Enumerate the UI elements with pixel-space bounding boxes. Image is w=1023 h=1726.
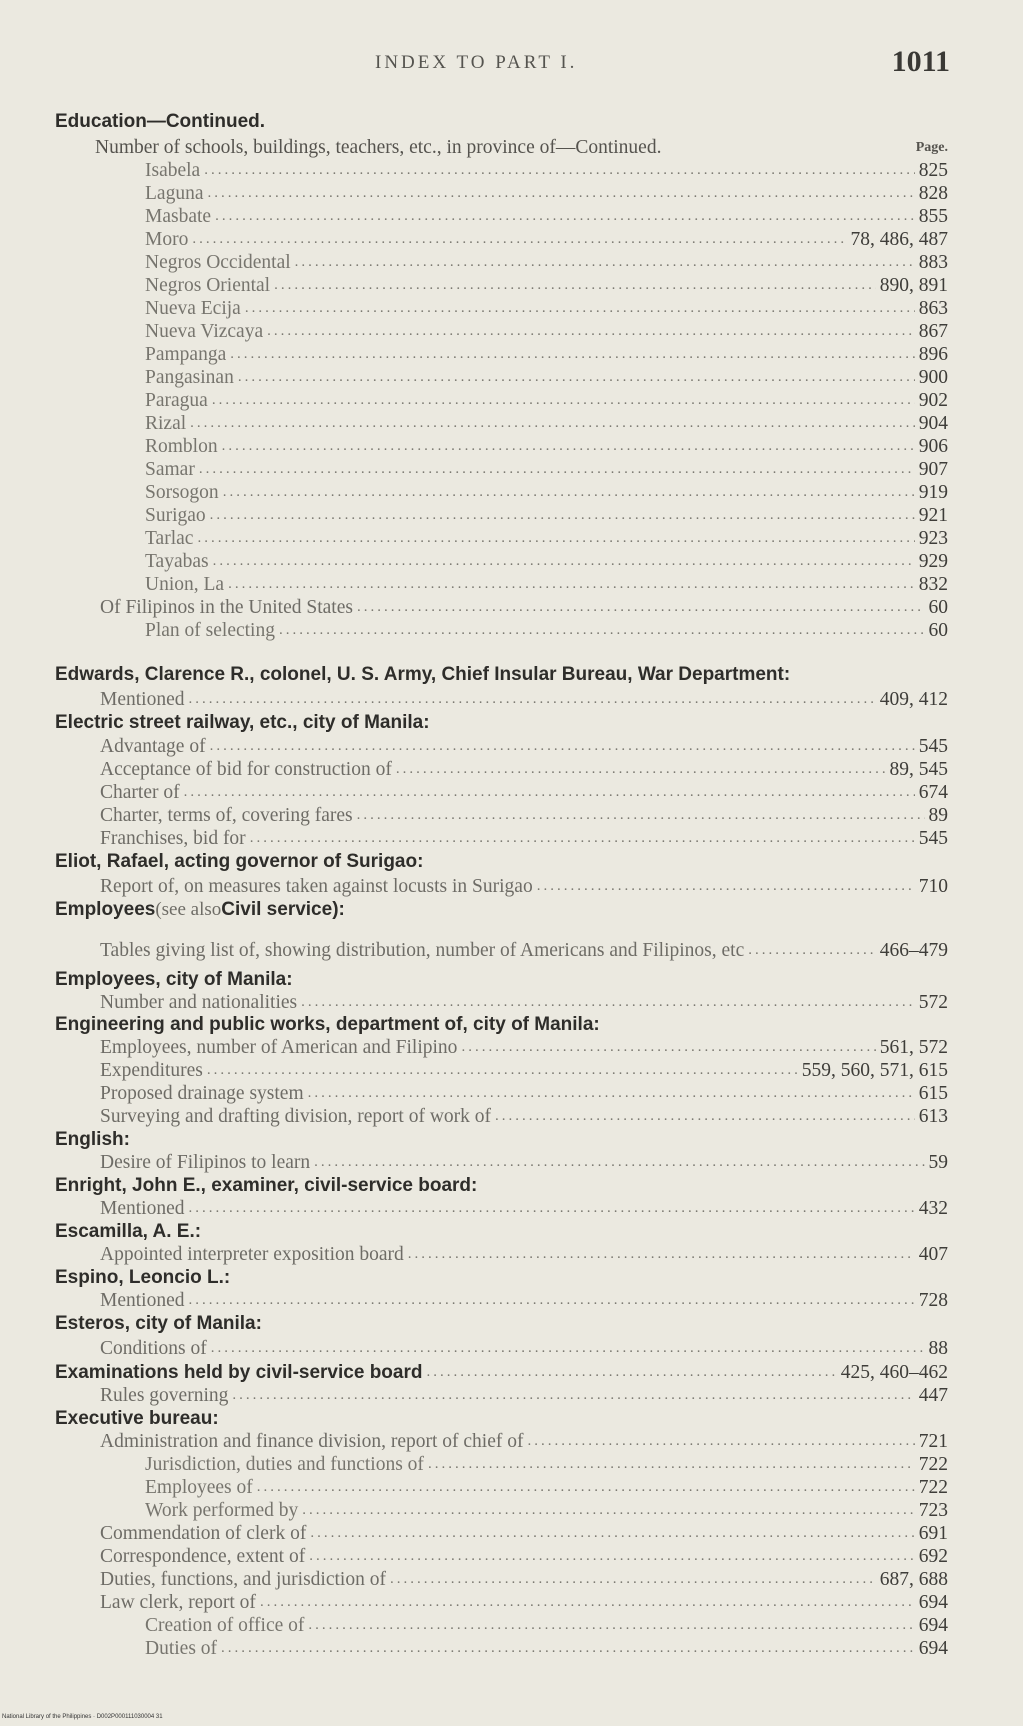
index-entry	[145, 228, 948, 251]
entry-text: Charter, terms of, covering fares	[100, 805, 353, 826]
entry-text: Tables giving list of, showing distribution, number of Americans and Filipinos, etc	[100, 940, 745, 961]
leader-dots	[408, 1243, 915, 1266]
index-heading	[55, 711, 948, 734]
index-entry	[145, 619, 948, 642]
page-reference: 722	[918, 1477, 948, 1498]
leader-dots	[308, 1614, 914, 1637]
page-reference: 883	[918, 252, 948, 273]
index-entry	[100, 1430, 948, 1453]
index-entry	[145, 504, 948, 527]
index-heading	[55, 1013, 948, 1036]
index-heading	[55, 1312, 948, 1335]
entry-text: Eliot, Rafael, acting governor of Surigao:	[55, 851, 424, 872]
leader-dots	[192, 228, 846, 251]
leader-dots	[211, 1337, 925, 1360]
page-reference: 545	[918, 736, 948, 757]
page-number: 1011	[891, 45, 950, 78]
index-entry	[100, 1568, 948, 1591]
entry-text: Mentioned	[100, 689, 185, 710]
index-entry	[145, 343, 948, 366]
entry-text: Masbate	[145, 206, 212, 227]
leader-dots	[537, 875, 915, 898]
page-reference: 615	[918, 1083, 948, 1104]
entry-text: Expenditures	[100, 1060, 203, 1081]
leader-dots	[357, 596, 925, 619]
page-reference: 692	[918, 1546, 948, 1567]
leader-dots	[197, 527, 914, 550]
leader-dots	[308, 1082, 915, 1105]
index-entry	[145, 573, 948, 596]
page-reference: 923	[918, 528, 948, 549]
leader-dots	[257, 1476, 915, 1499]
page-reference: 59	[928, 1152, 948, 1173]
entry-text: Edwards, Clarence R., colonel, U. S. Army, Chief Insular Bureau, War Department:	[55, 664, 791, 685]
index-entry	[145, 366, 948, 389]
page-reference: 60	[928, 620, 948, 641]
entry-text: Examinations held by civil-service board	[55, 1362, 423, 1383]
page-reference: 855	[918, 206, 948, 227]
entry-text: Appointed interpreter exposition board	[100, 1244, 404, 1265]
page-reference: 409, 412	[879, 689, 948, 710]
index-entry	[100, 1522, 948, 1545]
entry-text: Samar	[145, 459, 195, 480]
entry-text: Nueva Ecija	[145, 298, 241, 319]
page-reference: 447	[918, 1385, 948, 1406]
leader-dots	[495, 1105, 915, 1128]
index-entry	[145, 159, 948, 182]
index-heading	[55, 1174, 948, 1197]
entry-text: Espino, Leoncio L.:	[55, 1267, 231, 1288]
page-reference: 919	[918, 482, 948, 503]
index-heading	[55, 1266, 948, 1289]
page-reference: 407	[918, 1244, 948, 1265]
leader-dots	[199, 458, 915, 481]
index-heading	[55, 110, 948, 133]
page-reference: 687, 688	[879, 1569, 948, 1590]
leader-dots	[260, 1591, 915, 1614]
index-entry	[100, 1545, 948, 1568]
index-entry	[100, 596, 948, 619]
leader-dots	[396, 758, 886, 781]
leader-dots	[274, 274, 876, 297]
index-entry	[145, 481, 948, 504]
entry-text: Administration and finance division, report of chief of	[100, 1431, 524, 1452]
leader-dots	[222, 435, 915, 458]
page-reference: 674	[918, 782, 948, 803]
entry-text: Charter of	[100, 782, 180, 803]
entry-text: Acceptance of bid for construction of	[100, 759, 392, 780]
page-reference: 691	[918, 1523, 948, 1544]
index-entry	[145, 320, 948, 343]
entry-text: Negros Oriental	[145, 275, 271, 296]
page-reference: 89, 545	[889, 759, 948, 780]
index-entry	[145, 458, 948, 481]
leader-dots	[357, 804, 925, 827]
index-entry	[145, 205, 948, 228]
index-entry	[100, 875, 948, 898]
entry-cross-reference: Civil service	[221, 899, 333, 920]
index-entry	[145, 435, 948, 458]
entry-text: Advantage of	[100, 736, 206, 757]
entry-note: (see also	[155, 899, 222, 920]
index-entry	[100, 1151, 948, 1174]
page-reference: 906	[918, 436, 948, 457]
entry-text: Duties of	[145, 1638, 218, 1659]
leader-dots	[213, 550, 915, 573]
page-reference: 694	[918, 1592, 948, 1613]
page-reference: Page.	[915, 140, 948, 155]
index-entry	[100, 688, 948, 711]
entry-text: Pangasinan	[145, 367, 234, 388]
index-heading	[55, 968, 948, 991]
entry-text: Employees, city of Manila:	[55, 969, 293, 990]
leader-dots	[390, 1568, 876, 1591]
entry-text: Romblon	[145, 436, 218, 457]
leader-dots	[190, 412, 915, 435]
entry-text: Report of, on measures taken against locusts in Surigao	[100, 876, 533, 897]
page-reference: 60	[928, 597, 948, 618]
index-entry	[100, 918, 948, 962]
leader-dots	[230, 343, 915, 366]
entry-text: Executive bureau:	[55, 1408, 219, 1429]
page-reference: 613	[918, 1106, 948, 1127]
entry-text: Nueva Vizcaya	[145, 321, 264, 342]
page-reference: 929	[918, 551, 948, 572]
leader-dots	[207, 182, 914, 205]
entry-text: Moro	[145, 229, 189, 250]
page-reference: 832	[918, 574, 948, 595]
index-entry	[145, 274, 948, 297]
entry-text: Electric street railway, etc., city of Manila:	[55, 712, 430, 733]
entry-text: Pampanga	[145, 344, 227, 365]
index-entry	[100, 1591, 948, 1614]
index-entry	[145, 527, 948, 550]
entry-text: Engineering and public works, department of, city of Manila:	[55, 1014, 600, 1035]
index-entry	[100, 735, 948, 758]
page-reference: 694	[918, 1615, 948, 1636]
page-reference: 694	[918, 1638, 948, 1659]
page-reference: 88	[928, 1338, 948, 1359]
leader-dots	[184, 781, 915, 804]
leader-dots	[210, 504, 915, 527]
page-reference: 559, 560, 571, 615	[801, 1060, 948, 1081]
leader-dots	[295, 251, 915, 274]
entry-text: Creation of office of	[145, 1615, 305, 1636]
leader-dots	[267, 320, 915, 343]
leader-dots	[428, 1453, 915, 1476]
index-entry	[145, 1614, 948, 1637]
index-entry	[145, 297, 948, 320]
page-reference: 89	[928, 805, 948, 826]
page-reference: 904	[918, 413, 948, 434]
index-entry	[100, 827, 948, 850]
entry-text: Surigao	[145, 505, 206, 526]
entry-text: Commendation of clerk of	[100, 1523, 307, 1544]
index-caption	[95, 136, 948, 159]
entry-text: Work performed by	[145, 1500, 299, 1521]
entry-text: Employees, number of American and Filipino	[100, 1037, 458, 1058]
index-entry	[145, 1637, 948, 1660]
index-entry	[100, 1243, 948, 1266]
leader-dots	[426, 1361, 836, 1384]
entry-text: Laguna	[145, 183, 204, 204]
entry-text: Plan of selecting	[145, 620, 275, 641]
entry-tail: ):	[332, 899, 345, 920]
index-entry	[145, 550, 948, 573]
leader-dots	[302, 1499, 914, 1522]
leader-dots	[212, 389, 915, 412]
index-heading	[55, 640, 948, 686]
entry-text: English:	[55, 1129, 130, 1150]
index-heading	[55, 1361, 948, 1384]
entry-text: Rules governing	[100, 1385, 229, 1406]
index-entry	[145, 251, 948, 274]
leader-dots	[188, 1289, 914, 1312]
index-entry	[145, 1453, 948, 1476]
leader-dots	[228, 573, 915, 596]
index-heading	[55, 1407, 948, 1430]
page-reference: 425, 460–462	[840, 1362, 948, 1383]
entry-text: Employees of	[145, 1477, 253, 1498]
page-reference: 78, 486, 487	[850, 229, 948, 250]
index-entry	[100, 758, 948, 781]
page-reference: 890, 891	[879, 275, 948, 296]
entry-text: Conditions of	[100, 1338, 207, 1359]
scan-footer: National Library of the Philippines · D002P000111030004 31	[2, 1714, 163, 1720]
page-reference: 561, 572	[879, 1037, 948, 1058]
entry-text: Rizal	[145, 413, 187, 434]
entry-text: Paragua	[145, 390, 208, 411]
leader-dots	[309, 1545, 915, 1568]
entry-text: Law clerk, report of	[100, 1592, 256, 1613]
entry-text: Employees	[55, 899, 156, 920]
page-reference: 900	[918, 367, 948, 388]
page-reference: 466–479	[879, 940, 948, 961]
entry-text: Esteros, city of Manila:	[55, 1313, 262, 1334]
leader-dots	[314, 1151, 924, 1174]
leader-dots	[748, 939, 876, 962]
entry-text: Isabela	[145, 160, 201, 181]
page-reference: 867	[918, 321, 948, 342]
leader-dots	[210, 735, 915, 758]
page-reference: 828	[918, 183, 948, 204]
leader-dots	[527, 1430, 914, 1453]
running-head: INDEX TO PART I.	[375, 52, 578, 73]
index-entry	[100, 781, 948, 804]
entry-text: Of Filipinos in the United States	[100, 597, 353, 618]
entry-text: Correspondence, extent of	[100, 1546, 306, 1567]
leader-dots	[207, 1059, 798, 1082]
index-heading	[55, 850, 948, 873]
leader-dots	[279, 619, 925, 642]
index-entry	[100, 1105, 948, 1128]
leader-dots	[204, 159, 915, 182]
leader-dots	[188, 1197, 914, 1220]
entry-text: Enright, John E., examiner, civil-service board:	[55, 1175, 478, 1196]
entry-text: Mentioned	[100, 1290, 185, 1311]
index-entry	[145, 412, 948, 435]
leader-dots	[238, 366, 915, 389]
entry-text: Escamilla, A. E.:	[55, 1221, 202, 1242]
index-entry	[100, 804, 948, 827]
entry-text: Franchises, bid for	[100, 828, 246, 849]
entry-text: Jurisdiction, duties and functions of	[145, 1454, 424, 1475]
entry-text: Duties, functions, and jurisdiction of	[100, 1569, 386, 1590]
index-entry	[145, 1476, 948, 1499]
page-reference: 896	[918, 344, 948, 365]
page-reference: 572	[918, 992, 948, 1013]
page-reference: 722	[918, 1454, 948, 1475]
page-reference: 825	[918, 160, 948, 181]
leader-dots	[221, 1637, 915, 1660]
index-entry	[100, 1059, 948, 1082]
entry-text: Union, La	[145, 574, 225, 595]
entry-text: Number and nationalities	[100, 992, 298, 1013]
page-reference: 721	[918, 1431, 948, 1452]
leader-dots	[223, 481, 915, 504]
page-reference: 432	[918, 1198, 948, 1219]
page-reference: 902	[918, 390, 948, 411]
index-entry	[100, 991, 948, 1014]
entry-text: Proposed drainage system	[100, 1083, 304, 1104]
leader-dots	[310, 1522, 914, 1545]
index-entry	[100, 1289, 948, 1312]
entry-text: Tayabas	[145, 551, 209, 572]
index-heading	[55, 1128, 948, 1151]
entry-text: Mentioned	[100, 1198, 185, 1219]
page-reference: 863	[918, 298, 948, 319]
entry-text: Tarlac	[145, 528, 194, 549]
index-entry	[100, 1337, 948, 1360]
leader-dots	[232, 1384, 914, 1407]
entry-text: Education—Continued.	[55, 111, 266, 132]
index-entry	[100, 1197, 948, 1220]
leader-dots	[250, 827, 915, 850]
index-entry	[145, 389, 948, 412]
entry-text: Surveying and drafting division, report of work of	[100, 1106, 492, 1127]
page-reference: 723	[918, 1500, 948, 1521]
index-entry	[100, 1384, 948, 1407]
leader-dots	[188, 688, 875, 711]
index-entry	[100, 1082, 948, 1105]
index-heading	[55, 1220, 948, 1243]
leader-dots	[245, 297, 915, 320]
entry-text: Desire of Filipinos to learn	[100, 1152, 311, 1173]
page-reference: 921	[918, 505, 948, 526]
entry-text: Sorsogon	[145, 482, 219, 503]
leader-dots	[301, 991, 915, 1014]
index-entry	[145, 1499, 948, 1522]
page-reference: 907	[918, 459, 948, 480]
leader-dots	[461, 1036, 875, 1059]
entry-text: Number of schools, buildings, teachers, etc., in province of—Continued.	[95, 137, 662, 158]
page-reference: 710	[918, 876, 948, 897]
index-entry	[145, 182, 948, 205]
page-reference: 545	[918, 828, 948, 849]
page-reference: 728	[918, 1290, 948, 1311]
entry-text: Negros Occidental	[145, 252, 291, 273]
leader-dots	[215, 205, 915, 228]
index-entry	[100, 1036, 948, 1059]
